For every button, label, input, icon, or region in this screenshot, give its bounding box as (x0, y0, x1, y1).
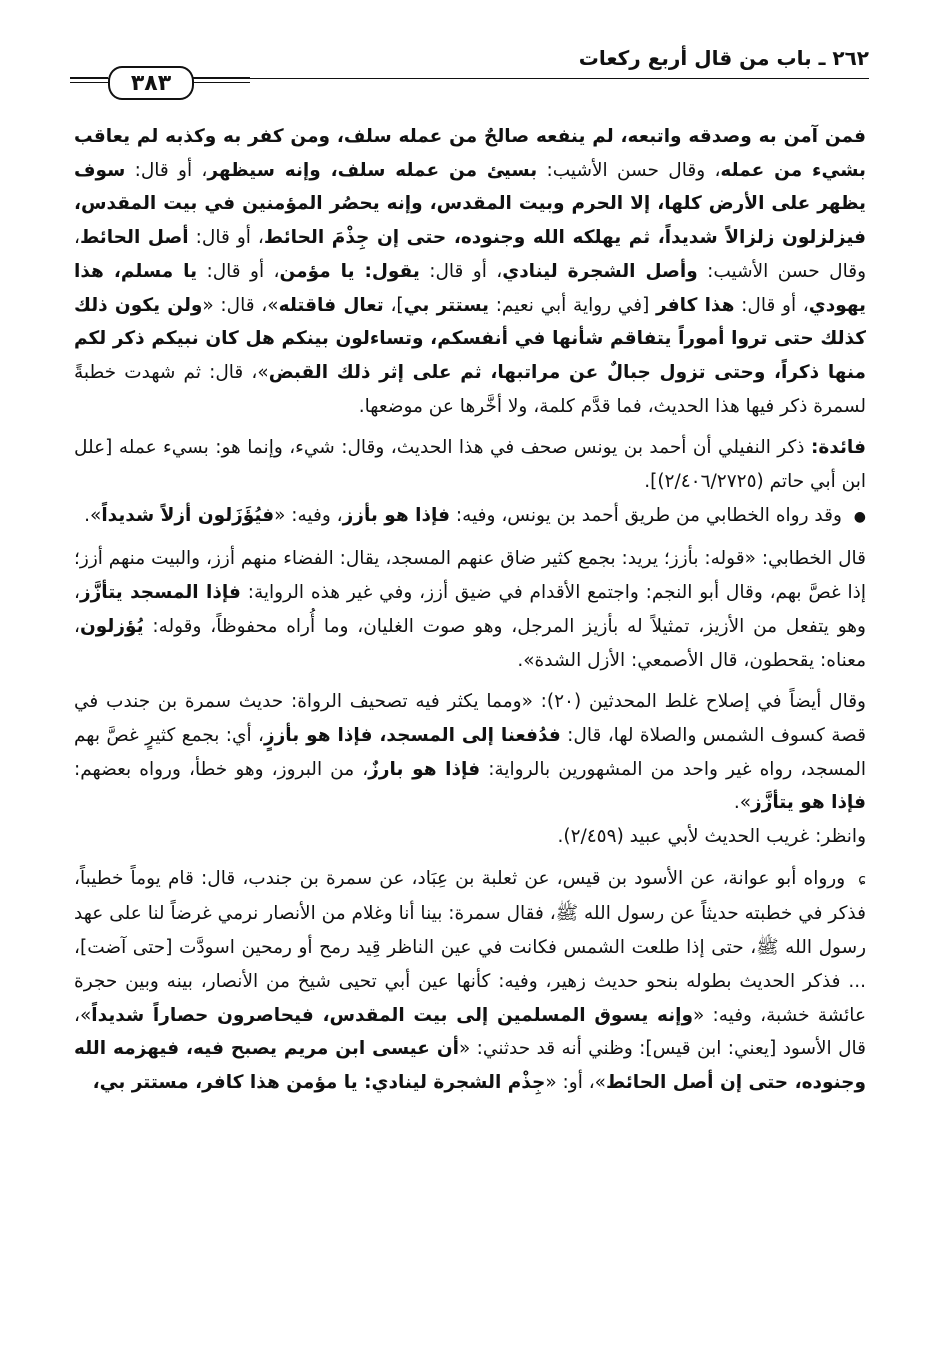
text-run: ، أو قال: (188, 227, 264, 249)
bold-text-run: فإذا المسجد يتأزَّز (79, 582, 241, 604)
bold-text-run: يا مسلم، هذا يهودي (74, 260, 866, 316)
text-run: ». (84, 504, 102, 526)
bold-text-run: أصل الحائط (79, 227, 189, 249)
bold-text-run: جِذْم الشجرة لينادي: يا مؤمن هذا كافر، مستتر بي، (92, 1071, 546, 1093)
text-run: ، وقال حسن الأشيب: (537, 159, 721, 181)
text-run: ». (733, 792, 752, 814)
text-run: ، أي: بجمع كثيرٍ غصَّ بهم المسجد، رواه غير واحد من المشهورين بالرواية: (74, 724, 866, 780)
bullet-marker: ɕ (858, 871, 866, 888)
page-number-cartouche (108, 66, 194, 100)
text-run: ، معناه: يقحطون، قال الأصمعي: الأزل الشدة». (74, 615, 866, 671)
text-run: ، أو قال: (125, 159, 208, 181)
paragraph (74, 542, 866, 677)
page-body-text (74, 120, 866, 1100)
bold-text-run: يقول: يا مؤمن (279, 260, 420, 282)
paragraph (74, 499, 866, 535)
page-number: ٣٨٣ (130, 70, 172, 96)
bold-text-run: وأصل الشجرة لينادي (502, 260, 698, 282)
bold-text-run: تعال فاقتله (278, 294, 384, 316)
bold-text-run: فدُفعنا إلى المسجد، فإذا هو بأززٍ (263, 724, 561, 746)
header-double-rule-left (70, 77, 108, 83)
text-run: ، من البروز، وهو خطأ، ورواه بعضهم: (74, 758, 369, 780)
text-run: قال الخطابي: «قوله: بأزز؛ يريد: بجمع كثير ضاق عنهم المسجد، يقال: الفضاء منهم أزز، والبيت منهم أزز؛ إذا غصَّ بهم، وقال أبو النجم: واجتمع الأقدام في ضيق أزز، وفي غير هذه الرواية: (74, 548, 867, 604)
text-run: ، أو قال: (734, 294, 809, 316)
bold-text-run: فيُؤَزَلون أزلاً شديداً (101, 504, 275, 526)
text-run: »، قال الأسود [يعني: ابن قيس]: وظني أنه قد حدثني: « (74, 1004, 866, 1060)
bold-text-run: فمن آمن به وصدقه واتبعه، لم ينفعه صالحٌ من عمله سلف، ومن كفر به وكذبه لم يعاقب بشيء من عمله (74, 126, 866, 181)
text-run: »، قال: « (202, 294, 279, 316)
bold-text-run: فإذا هو بارزٌ (368, 758, 481, 780)
text-run: وانظر: غريب الحديث لأبي عبيد (٢/٤٥٩). (557, 826, 866, 848)
text-run: ، وهو يتفعل من الأزيز، تمثيلاً له بأزيز المرجل، وهو صوت الغليان، وما أُراه محفوظاً، وقوله: (74, 582, 866, 637)
text-run: ]، (383, 294, 404, 316)
text-run: »، أو: « (545, 1071, 607, 1093)
paragraph (74, 685, 866, 820)
bold-text-run: ولن يكون ذلك كذلك حتى تروا أموراً يتفاقم شأنها في أنفسكم، وتساءلون بينكم هل كان نبيكم ذكر لكم منها ذكراً، وحتى تزول جبالٌ عن مراتبها، ثم على إثر ذلك القبض (74, 294, 867, 383)
bold-text-run: وإنه يسوق المسلمين إلى بيت المقدس، فيحاصرون حصاراً شديداً (91, 1004, 693, 1026)
bold-text-run: هذا كافر (656, 294, 735, 316)
bold-text-run: فإذا هو يتأزَّز (751, 792, 866, 814)
text-run: [في رواية أبي نعيم: (488, 294, 656, 316)
text-run: ، وفيه: « (274, 504, 343, 526)
text-run: ذكر النفيلي أن أحمد بن يونس صحف في هذا الحديث، وقال: شيء، وإنما هو: بسيء عمله [علل ابن أبي حاتم (٢/٤٠٦/٢٧٢٥)]. (74, 437, 866, 493)
paragraph (74, 862, 866, 1100)
bold-text-run: فإذا هو بأزز (342, 504, 451, 526)
text-run: ورواه أبو عوانة، عن الأسود بن قيس، عن ثعلبة بن عِبَاد، عن سمرة بن جندب، قال: قام يوماً خطيباً، فذكر في خطبته حديثاً عن رسول الله ﷺ، فقال سمرة: بينا أنا وغلام من الأنصار نرمي غرضاً لنا على عهد رسول الله ﷺ، حتى إذا طلعت الشمس فكانت في عين الناظر قِيد رمح أو رمحين اسودَّت [حتى آضت]، ... فذكر الحديث بطوله بنحو حديث زهير، وفيه: كأنها عين أبي تحيى شيخ من الأنصار، بينه وبين حجرة عائشة خشبة، وفيه: « (74, 867, 866, 1026)
bold-text-run: يستتر بي (403, 294, 489, 316)
text-run: ، وقال حسن الأشيب: (74, 227, 867, 282)
paragraph (74, 820, 866, 854)
header-double-rule-right (190, 77, 250, 83)
text-run: ، أو قال: (419, 260, 503, 282)
bold-text-run: فائدة: (810, 437, 866, 459)
bold-text-run: بسيئ من عمله سلف، وإنه سيظهر (207, 159, 538, 181)
text-run: ، أو قال: (197, 260, 280, 282)
bold-text-run: يُؤزلون (79, 615, 144, 637)
text-run: »، قال: ثم شهدت خطبةً لسمرة ذكر فيها هذا الحديث، فما قدَّم كلمة، ولا أخَّرها عن موضعها. (74, 361, 866, 417)
bullet-marker: ● (853, 508, 866, 525)
text-run: وقال أيضاً في إصلاح غلط المحدثين (٢٠): «ومما يكثر فيه تصحيف الرواة: حديث سمرة بن جندب في قصة كسوف الشمس والصلاة لها، قال: (74, 691, 866, 746)
text-run: وقد رواه الخطابي من طريق أحمد بن يونس، وفيه: (450, 504, 848, 526)
page-header (70, 42, 869, 96)
paragraph (74, 431, 866, 498)
paragraph (74, 120, 866, 423)
bold-text-run: أن عيسى ابن مريم يصبح فيه، فيهزمه الله وجنوده، حتى إن أصل الحائط (74, 1038, 866, 1093)
bold-text-run: سوف يظهر على الأرض كلها، إلا الحرم وبيت المقدس، وإنه يحصُر المؤمنين في بيت المقدس، فيزلزلون زلزالاً شديداً، ثم يهلكه الله وجنوده، حتى إن جِذْمَ الحائط (74, 159, 866, 249)
running-title: ٢٦٢ ـ باب من قال أربع ركعات (578, 46, 869, 70)
